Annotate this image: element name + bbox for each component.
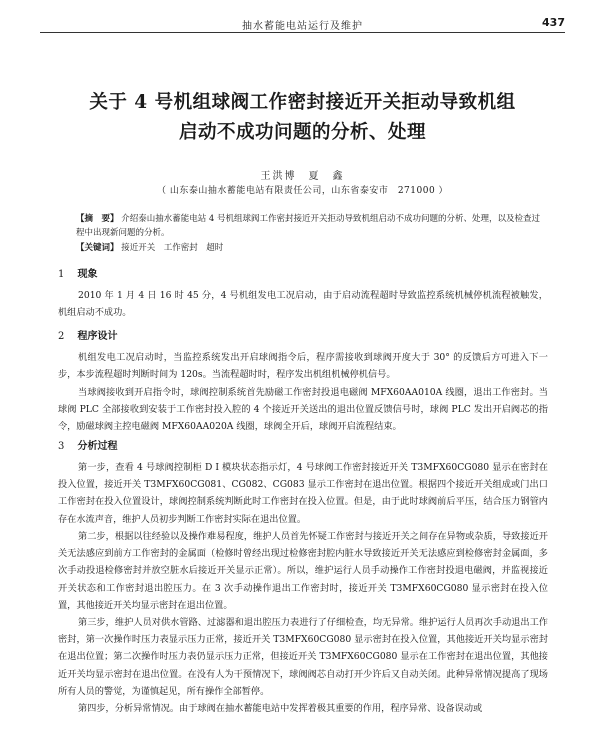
paragraph: 当球阀接收到开启指令时，球阀控制系统首先励磁工作密封投退电磁阀 MFX60AA010A 线圈，退出工作密封。当球阀 PLC 全部接收到安装于工作密封投入腔的 4 个接近开关送出的退出位置反馈信号时，球阀 PLC 发出开启阀芯的指令，励磁球阀主控电磁阀 MFX60AA020A 线圈，球阀全开后，球阀开启流程结束。 [58, 387, 548, 433]
page-number: 437 [542, 16, 565, 29]
keywords-label: 【关键词】 [76, 243, 119, 253]
authors: 王洪博 夏 鑫 [260, 171, 345, 182]
abstract [76, 212, 546, 240]
section-heading-3 [58, 437, 117, 452]
affiliation: （ 山东泰山抽水蓄能电站有限责任公司，山东省泰安市 271000 ） [156, 186, 449, 196]
paper-title-line-2: 启动不成功问题的分析、处理 [178, 122, 426, 143]
journal-name: 抽水蓄能电站运行及维护 [242, 21, 363, 32]
abstract-label: 【摘 要】 [76, 214, 119, 224]
paragraph: 第一步，查看 4 号球阀控制柜 D I 模块状态指示灯，4 号球阀工作密封接近开关 T3MFX60CG080 显示在密封在投入位置，接近开关 T3MFX60CG081、CG082、CG083 显示工作密封在退出位置。根据四个接近开关组成或门出口工作密封在投入位置设计，球阀控制系统判断此时工作密封在投入位置。但是，由于此时球阀前后平压，结合压力钢管内存在水流声音，维护人员初步判断工作密封实际在退出位置。 [58, 462, 548, 525]
paper-title-line-1: 关于 4 号机组球阀工作密封接近开关拒动导致机组 [89, 92, 516, 113]
running-header [40, 16, 565, 33]
section-title: 现象 [77, 269, 98, 280]
paragraph: 2010 年 1 月 4 日 16 时 45 分，4 号机组发电工况启动，由于启动流程超时导致监控系统机械停机流程被触发，机组启动不成功。 [58, 290, 548, 319]
section-number: 3 [58, 441, 65, 452]
section-heading-1 [58, 265, 97, 280]
abstract-text: 介绍泰山抽水蓄能电站 4 号机组球阀工作密封接近开关拒动导致机组启动不成功问题的分析、处理，以及检查过程中出现新问题的分析。 [76, 214, 541, 238]
paragraph: 第三步，维护人员对供水管路、过滤器和退出腔压力表进行了仔细检查，均无异常。维护运行人员再次手动退出工作密封，第一次操作时压力表显示压力正常，接近开关 T3MFX60CG080 显示密封在投入位置，其他接近开关均显示密封在退出位置；第二次操作时压力表仍显示压力正常，但接近开关 T3MFX60CG080 显示在工作密封在退出位置，其他接近开关均显示密封在退出位置。在没有人为干预情况下，球阀阀芯自动打开少许后又自动关闭。此种异常情况提高了现场所有人员的警觉，为谨慎起见，所有操作全部暂停。 [58, 617, 548, 697]
paragraph: 第二步，根据以往经验以及操作难易程度，维护人员首先怀疑工作密封与接近开关之间存在异物或杂质，导致接近开关无法感应到前方工作密封的金属面（检修时曾经出现过检修密封腔内脏水导致接近开关无法感应到检修密封金属面，多次手动投退检修密封并放空脏水后接近开关显示正常）。所以，维护运行人员手动操作工作密封投退电磁阀，并监视接近开关状态和工作密封退出腔压力。在 3 次手动操作退出工作密封时，接近开关 T3MFX60CG080 显示密封在投入位置，其他接近开关均显示密封在退出位置。 [58, 531, 548, 611]
paragraph: 机组发电工况启动时，当监控系统发出开启球阀指令后，程序需接收到球阀开度大于 30° 的反馈后方可进入下一步，本步流程超时判断时间为 120s。当流程超时时，程序发出机组机械停机信号。 [58, 352, 548, 381]
paragraph: 第四步，分析异常情况。由于球阀在抽水蓄能电站中发挥着极其重要的作用，程序异常、设备误动或 [78, 703, 483, 714]
keywords-text: 接近开关 工作密封 超时 [121, 243, 224, 253]
section-title: 程序设计 [77, 331, 118, 342]
section-number: 1 [58, 269, 65, 280]
section-title: 分析过程 [77, 441, 118, 452]
keywords [76, 241, 546, 255]
section-heading-2 [58, 327, 117, 342]
section-number: 2 [58, 331, 65, 342]
